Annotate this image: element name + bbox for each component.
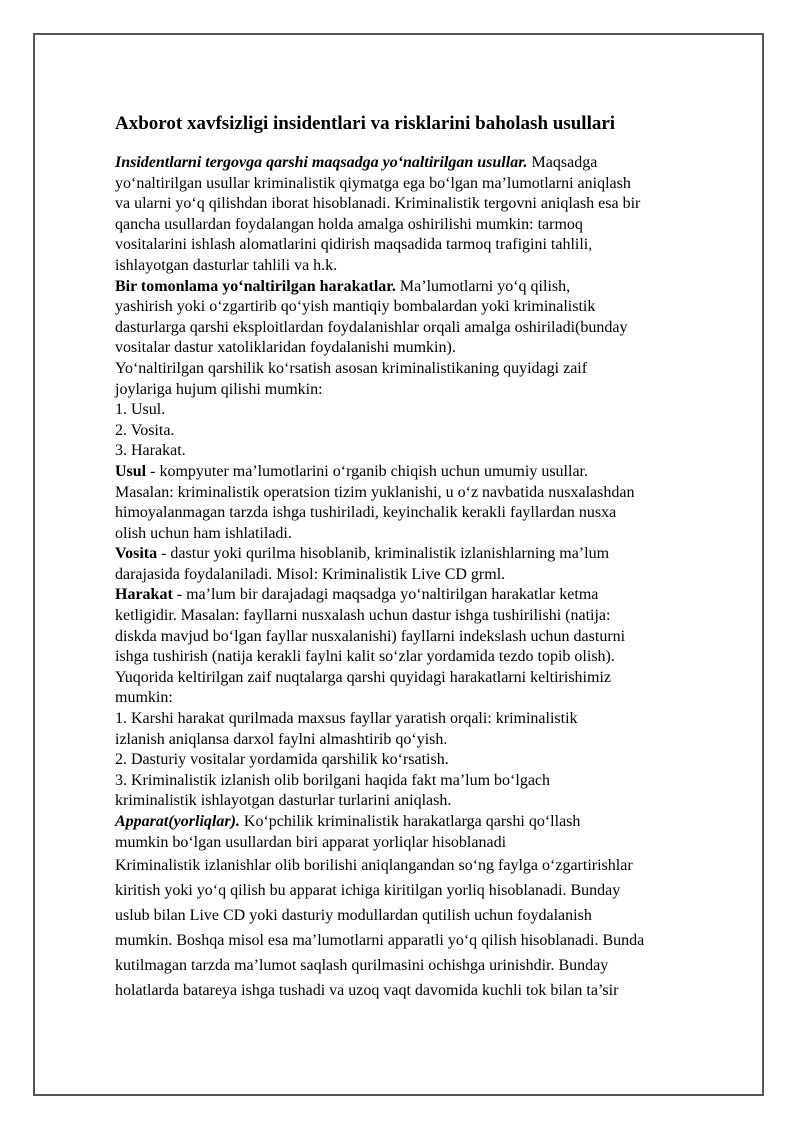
text-line: kutilmagan tarzda ma’lumot saqlash qurilmasini ochishga urinishdir. Bunday xyxy=(115,957,609,975)
text-line: qancha usullardan foydalangan holda amalga oshirilishi mumkin: tarmoq xyxy=(115,215,583,233)
text-line: izlanish aniqlansa darxol faylni almashtirib qo‘yish. xyxy=(115,730,448,748)
text-run: Ma’lumotlarni yo‘q qilish, xyxy=(395,277,571,295)
text-line: ishlayotgan dasturlar tahlili va h.k. xyxy=(115,256,338,274)
document-body xyxy=(115,112,745,1003)
term-heading: Usul xyxy=(115,462,147,480)
text-run: - kompyuter ma’lumotlarini o‘rganib chiqish uchun umumiy usullar. xyxy=(146,462,588,480)
text-line: holatlarda batareya ishga tushadi va uzoq vaqt davomida kuchli tok bilan ta’sir xyxy=(115,982,619,1000)
text-line: va ularni yo‘q qilishdan iborat hisoblanadi. Kriminalistik tergovni aniqlash esa bir xyxy=(115,195,641,213)
list-item: 3. Harakat. xyxy=(115,442,186,460)
section-apparat-line xyxy=(115,812,745,833)
text-line: vositalar dastur xatoliklaridan foydalanishi mumkin). xyxy=(115,339,456,357)
section-harakat-line xyxy=(115,585,745,606)
section-oneway-line xyxy=(115,277,745,298)
paragraph-block xyxy=(115,153,745,853)
text-line: Yuqorida keltirilgan zaif nuqtalarga qarshi quyidagi harakatlarni keltirishimiz xyxy=(115,668,611,686)
list-item: 2. Dasturiy vositalar yordamida qarshilik ko‘rsatish. xyxy=(115,751,449,769)
list-item: 1. Karshi harakat qurilmada maxsus fayllar yaratish orqali: kriminalistik xyxy=(115,710,578,728)
text-line: joylariga hujum qilishi mumkin: xyxy=(115,380,323,398)
list-item: 2. Vosita. xyxy=(115,421,175,439)
paragraph-block-wide xyxy=(115,853,745,1003)
text-line: darajasida foydalaniladi. Misol: Kriminalistik Live CD grml. xyxy=(115,565,506,583)
section-usul-line xyxy=(115,462,745,483)
text-run: Maqsadga xyxy=(527,154,598,171)
text-line: mumkin. Boshqa misol esa ma’lumotlarni apparatli yo‘q qilish hisoblanadi. Bunda xyxy=(115,932,645,950)
section-heading: Apparat(yorliqlar). xyxy=(115,813,240,830)
list-item: 1. Usul. xyxy=(115,401,166,419)
text-line: Yo‘naltirilgan qarshilik ko‘rsatish asosan kriminalistikaning quyidagi zaif xyxy=(115,359,588,377)
text-line: ketligidir. Masalan: fayllarni nusxalash uchun dastur ishga tushirilishi (natija: xyxy=(115,607,611,625)
section-heading: Insidentlarni tergovga qarshi maqsadga yo‘naltirilgan usullar. xyxy=(115,154,528,171)
text-line: Masalan: kriminalistik operatsion tizim yuklanishi, u o‘z navbatida nusxalashdan xyxy=(115,483,635,501)
text-line: yo‘naltirilgan usullar kriminalistik qiymatga ega bo‘lgan ma’lumotlarni aniqlash xyxy=(115,174,631,192)
text-line: diskda mavjud bo‘lgan fayllar nusxalanishi) fayllarni indekslash uchun dasturni xyxy=(115,627,626,645)
section-heading: Bir tomonlama yo‘naltirilgan harakatlar. xyxy=(115,277,396,295)
text-line: vositalarini ishlash alomatlarini qidirish maqsadida tarmoq trafigini tahlili, xyxy=(115,236,593,254)
text-run: - ma’lum bir darajadagi maqsadga yo‘naltirilgan harakatlar ketma xyxy=(172,586,599,604)
term-heading: Harakat xyxy=(115,586,173,604)
document-title: Axborot xavfsizligi insidentlari va risklarini baholash usullari xyxy=(115,113,616,134)
text-line: dasturlarga qarshi eksploitlardan foydalanishlar orqali amalga oshiriladi(bunday xyxy=(115,318,628,336)
section-vosita-line xyxy=(115,544,745,565)
section-incidents-line xyxy=(115,153,745,174)
term-heading: Vosita xyxy=(115,545,158,563)
text-line: kriminalistik ishlayotgan dasturlar turlarini aniqlash. xyxy=(115,792,452,810)
text-line: himoyalanmagan tarzda ishga tushiriladi, keyinchalik kerakli fayllardan nusxa xyxy=(115,504,617,522)
text-line: kiritish yoki yo‘q qilish bu apparat ichiga kiritilgan yorliq hisoblanadi. Bunday xyxy=(115,882,621,900)
text-run: Ko‘pchilik kriminalistik harakatlarga qarshi qo‘llash xyxy=(239,813,581,830)
text-line: olish uchun ham ishlatiladi. xyxy=(115,524,292,542)
text-line: mumkin: xyxy=(115,689,173,707)
text-line: mumkin bo‘lgan usullardan biri apparat yorliqlar hisoblanadi xyxy=(115,833,507,851)
text-line: ishga tushirish (natija kerakli faylni kalit so‘zlar yordamida tezdo topib olish). xyxy=(115,648,615,666)
text-run: - dastur yoki qurilma hisoblanib, kriminalistik izlanishlarning ma’lum xyxy=(157,545,610,563)
text-line: uslub bilan Live CD yoki dasturiy modullardan qutilish uchun foydalanish xyxy=(115,907,592,925)
text-line: yashirish yoki o‘zgartirib qo‘yish mantiqiy bombalardan yoki kriminalistik xyxy=(115,298,596,316)
list-item: 3. Kriminalistik izlanish olib borilgani haqida fakt ma’lum bo‘lgach xyxy=(115,771,551,789)
text-line: Kriminalistik izlanishlar olib borilishi aniqlangandan so‘ng faylga o‘zgartirishlar xyxy=(115,857,633,875)
